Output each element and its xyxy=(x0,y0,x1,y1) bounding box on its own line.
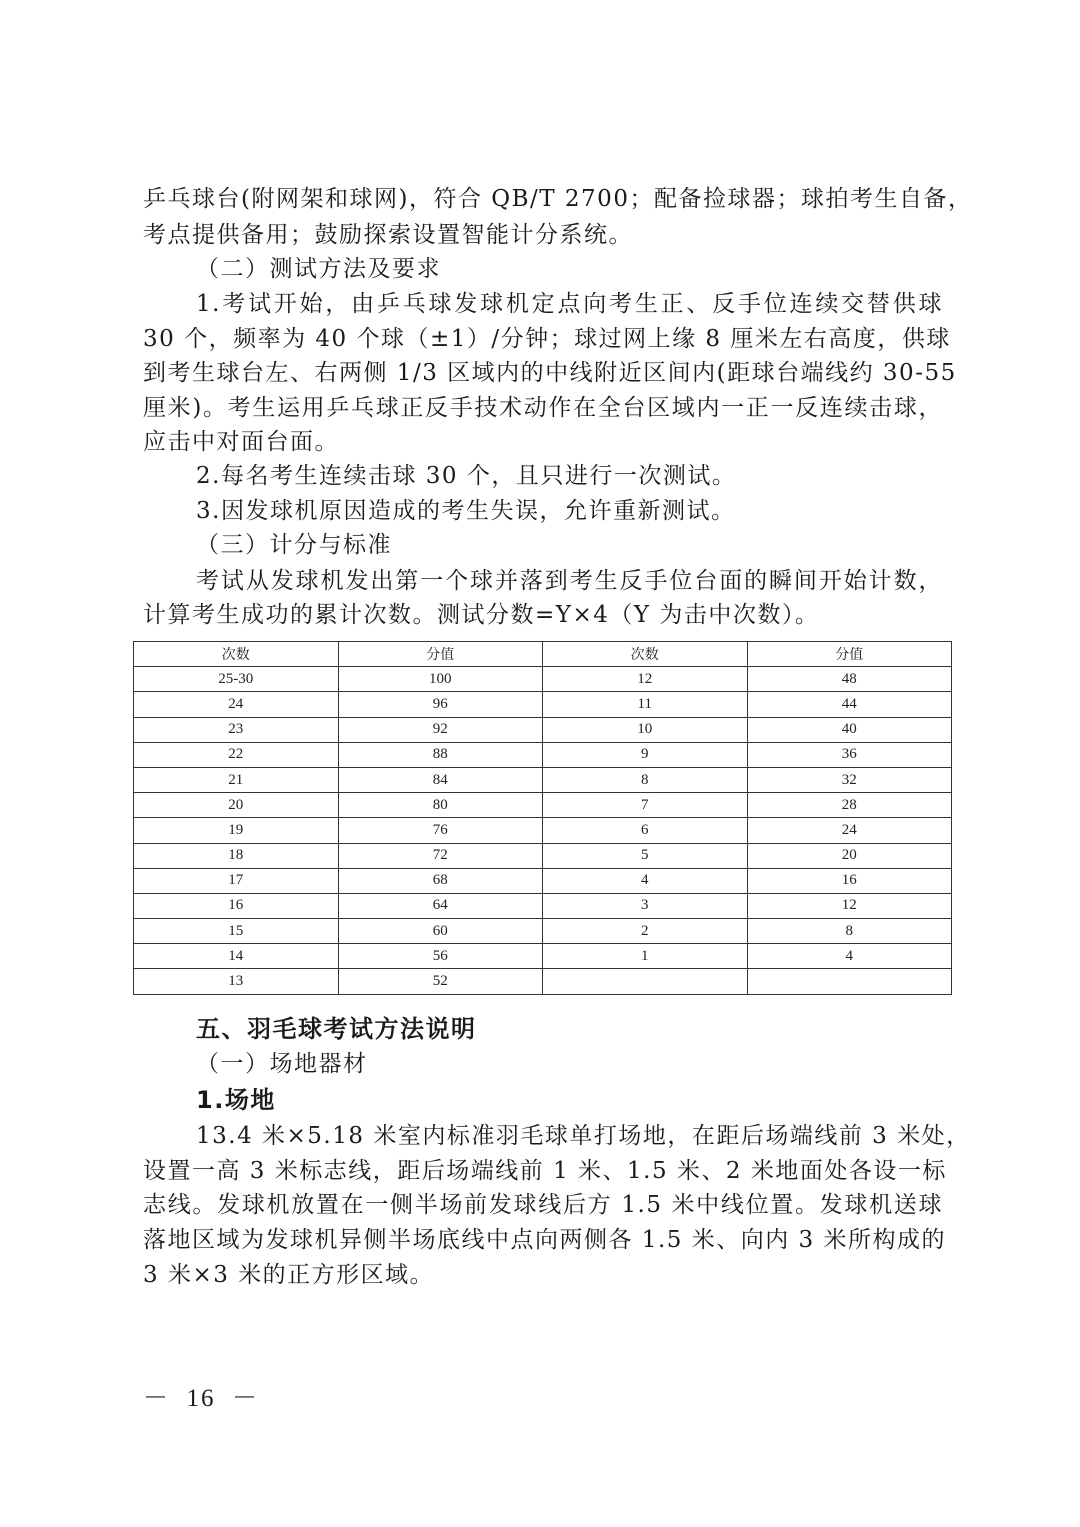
table-cell: 8 xyxy=(747,919,952,944)
paragraph-line: 1.考试开始，由乒乓球发球机定点向考生正、反手位连续交替供球 xyxy=(196,291,943,317)
paragraph-line: 计算考生成功的累计次数。测试分数=Y×4（Y 为击中次数）。 xyxy=(143,602,820,628)
list-item: 2.每名考生连续击球 30 个，且只进行一次测试。 xyxy=(196,463,737,489)
table-row xyxy=(134,893,952,918)
item-heading: 1.场地 xyxy=(196,1086,276,1114)
table-cell: 19 xyxy=(134,818,339,843)
paragraph-line: 到考生球台左、右两侧 1/3 区域内的中线附近区间内(距球台端线约 30-55 xyxy=(143,360,957,386)
table-cell: 6 xyxy=(543,818,748,843)
table-cell: 2 xyxy=(543,919,748,944)
table-cell: 100 xyxy=(338,667,543,692)
table-cell: 11 xyxy=(543,692,748,717)
paragraph-line: 志线。发球机放置在一侧半场前发球线后方 1.5 米中线位置。发球机送球 xyxy=(143,1192,943,1218)
score-table xyxy=(133,641,952,995)
paragraph-line: 乒乓球台(附网架和球网)，符合 QB/T 2700；配备捡球器；球拍考生自备， xyxy=(143,186,973,212)
table-row xyxy=(134,767,952,792)
table-row xyxy=(134,742,952,767)
table-cell: 1 xyxy=(543,944,748,969)
table-row xyxy=(134,969,952,994)
table-cell: 12 xyxy=(543,667,748,692)
table-cell: 80 xyxy=(338,793,543,818)
table-cell: 96 xyxy=(338,692,543,717)
table-row xyxy=(134,843,952,868)
table-cell: 13 xyxy=(134,969,339,994)
section-heading: （一）场地器材 xyxy=(196,1051,368,1077)
table-cell: 21 xyxy=(134,767,339,792)
table-cell: 3 xyxy=(543,893,748,918)
table-cell: 28 xyxy=(747,793,952,818)
section-heading: （三）计分与标准 xyxy=(196,532,392,558)
table-cell: 24 xyxy=(134,692,339,717)
table-cell: 16 xyxy=(134,893,339,918)
table-row xyxy=(134,868,952,893)
table-row xyxy=(134,944,952,969)
table-cell: 52 xyxy=(338,969,543,994)
paragraph-line: 考点提供备用；鼓励探索设置智能计分系统。 xyxy=(143,222,633,248)
table-cell xyxy=(747,969,952,994)
table-cell: 16 xyxy=(747,868,952,893)
table-cell: 32 xyxy=(747,767,952,792)
table-cell: 20 xyxy=(134,793,339,818)
header-count: 次数 xyxy=(543,642,748,667)
table-cell: 92 xyxy=(338,717,543,742)
paragraph-line: 13.4 米×5.18 米室内标准羽毛球单打场地，在距后场端线前 3 米处， xyxy=(196,1123,971,1149)
chapter-heading: 五、羽毛球考试方法说明 xyxy=(196,1015,477,1043)
table-cell: 14 xyxy=(134,944,339,969)
paragraph-line: 30 个，频率为 40 个球（±1）/分钟；球过网上缘 8 厘米左右高度，供球 xyxy=(143,326,951,352)
paragraph-line: 设置一高 3 米标志线，距后场端线前 1 米、1.5 米、2 米地面处各设一标 xyxy=(143,1158,947,1184)
table-cell: 4 xyxy=(543,868,748,893)
table-cell: 48 xyxy=(747,667,952,692)
table-header-row xyxy=(134,642,952,667)
table-cell: 44 xyxy=(747,692,952,717)
table-cell: 25-30 xyxy=(134,667,339,692)
table-cell: 88 xyxy=(338,742,543,767)
paragraph-line: 3 米×3 米的正方形区域。 xyxy=(143,1262,435,1288)
section-heading: （二）测试方法及要求 xyxy=(196,256,441,282)
paragraph-line: 厘米)。考生运用乒乓球正反手技术动作在全台区域内一正一反连续击球， xyxy=(143,395,943,421)
table-row xyxy=(134,919,952,944)
table-row xyxy=(134,667,952,692)
table-cell: 17 xyxy=(134,868,339,893)
paragraph-line: 应击中对面台面。 xyxy=(143,429,339,455)
table-row xyxy=(134,818,952,843)
table-cell: 72 xyxy=(338,843,543,868)
table-cell: 12 xyxy=(747,893,952,918)
table-row xyxy=(134,717,952,742)
table-cell: 15 xyxy=(134,919,339,944)
table-cell: 24 xyxy=(747,818,952,843)
list-item: 3.因发球机原因造成的考生失误，允许重新测试。 xyxy=(196,498,736,524)
table-cell: 8 xyxy=(543,767,748,792)
table-row xyxy=(134,692,952,717)
header-score: 分值 xyxy=(338,642,543,667)
table-cell: 7 xyxy=(543,793,748,818)
table-cell: 4 xyxy=(747,944,952,969)
table-cell: 22 xyxy=(134,742,339,767)
table-cell xyxy=(543,969,748,994)
paragraph-line: 落地区域为发球机异侧半场底线中点向两侧各 1.5 米、向内 3 米所构成的 xyxy=(143,1227,946,1253)
table-cell: 36 xyxy=(747,742,952,767)
table-cell: 56 xyxy=(338,944,543,969)
table-cell: 18 xyxy=(134,843,339,868)
table-row xyxy=(134,793,952,818)
table-cell: 40 xyxy=(747,717,952,742)
table-cell: 5 xyxy=(543,843,748,868)
table-cell: 64 xyxy=(338,893,543,918)
table-cell: 9 xyxy=(543,742,748,767)
table-cell: 23 xyxy=(134,717,339,742)
table-cell: 20 xyxy=(747,843,952,868)
table-cell: 76 xyxy=(338,818,543,843)
header-count: 次数 xyxy=(134,642,339,667)
table-cell: 60 xyxy=(338,919,543,944)
table-cell: 68 xyxy=(338,868,543,893)
table-cell: 84 xyxy=(338,767,543,792)
page-number: － 16 － xyxy=(143,1385,260,1412)
header-score: 分值 xyxy=(747,642,952,667)
table-cell: 10 xyxy=(543,717,748,742)
paragraph-line: 考试从发球机发出第一个球并落到考生反手位台面的瞬间开始计数， xyxy=(196,568,943,594)
